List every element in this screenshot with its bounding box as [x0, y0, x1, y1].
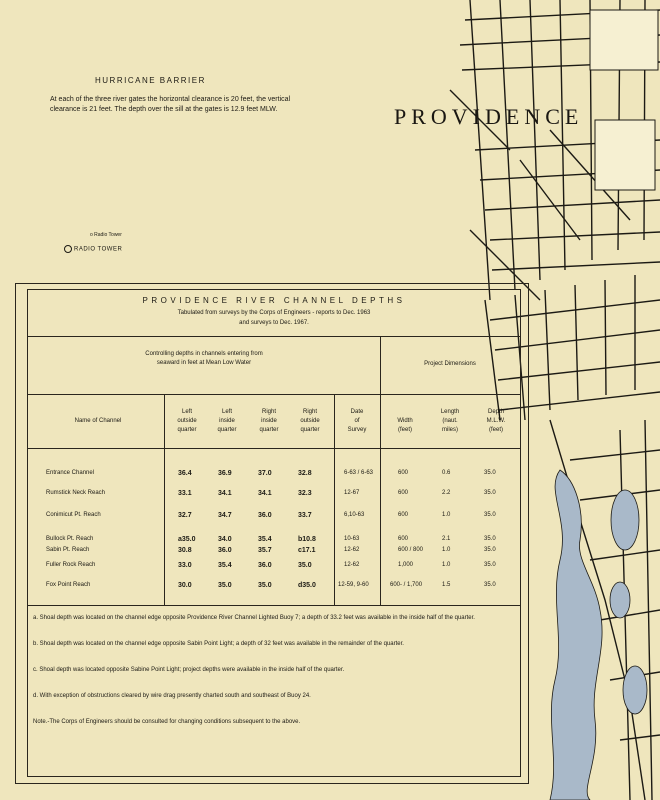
cell-name: Entrance Channel [46, 470, 95, 476]
cell-name: Bullock Pt. Reach [46, 536, 94, 542]
cell-length: 1.0 [442, 562, 451, 568]
cell-width: 600 [398, 536, 409, 542]
cell-left-outside: 36.4 [178, 470, 192, 477]
cell-depth: 35.0 [484, 470, 496, 476]
cell-left-outside: 33.1 [178, 490, 192, 497]
hurricane-barrier-text: At each of the three river gates the horizontal clearance is 20 feet, the vertical clearance is 21 feet. The depth over the sill at the gates is 12.9 feet MLW. [50, 96, 291, 113]
header-name: Name of Channel [74, 418, 122, 424]
cell-length: 1.0 [442, 512, 451, 518]
cell-depth: 35.0 [484, 582, 496, 588]
cell-length: 2.1 [442, 536, 451, 542]
header-left-inside: Left inside quarter [217, 409, 237, 433]
project-dimensions-heading: Project Dimensions [424, 361, 476, 367]
cell-right-inside: 35.7 [258, 547, 272, 554]
cell-right-inside: 35.4 [258, 536, 272, 543]
header-depth: Depth M.L.W. (feet) [486, 409, 506, 433]
cell-right-inside: 36.0 [258, 512, 272, 519]
header-left-outside: Left outside quarter [177, 409, 197, 433]
cell-width: 600 [398, 512, 409, 518]
cell-length: 1.0 [442, 547, 451, 553]
cell-width: 600 [398, 490, 409, 496]
divider [164, 394, 165, 605]
divider [28, 605, 520, 606]
cell-date: 12-62 [344, 547, 360, 553]
footnote-c: c. Shoal depth was located opposite Sabine Point Light; project depths were available in the inside half of the quarter. [33, 667, 345, 673]
cell-right-outside: c17.1 [298, 547, 316, 554]
cell-left-inside: 34.7 [218, 512, 232, 519]
cell-left-inside: 35.4 [218, 562, 232, 569]
cell-depth: 35.0 [484, 547, 496, 553]
cell-right-outside: b10.8 [298, 536, 316, 543]
cell-name: Sabin Pt. Reach [46, 547, 90, 553]
radio-tower-label [64, 245, 122, 253]
table-title: PROVIDENCE RIVER CHANNEL DEPTHS [142, 296, 406, 305]
cell-left-outside: 33.0 [178, 562, 192, 569]
cell-name: Conimicut Pt. Reach [46, 512, 101, 518]
cell-right-outside: 32.3 [298, 490, 312, 497]
footnote-d: d. With exception of obstructions cleared by wire drag presently charted south and southeast of Buoy 24. [33, 693, 311, 699]
cell-right-inside: 35.0 [258, 582, 272, 589]
cell-right-outside: 32.8 [298, 470, 312, 477]
cell-date: 10-63 [344, 536, 360, 542]
cell-length: 0.6 [442, 470, 451, 476]
cell-name: Rumstick Neck Reach [46, 490, 106, 496]
cell-depth: 35.0 [484, 512, 496, 518]
cell-right-outside: 35.0 [298, 562, 312, 569]
map-title: PROVIDENCE [394, 104, 584, 129]
group-heading-line-1: Controlling depths in channels entering from [145, 351, 263, 357]
radio-tower-small-label: o Radio Tower [90, 232, 122, 238]
cell-right-inside: 34.1 [258, 490, 272, 497]
cell-depth: 35.0 [484, 562, 496, 568]
cell-left-inside: 36.0 [218, 547, 232, 554]
footnote-b: b. Shoal depth was located on the channel edge opposite Sabin Point Light; a depth of 32 feet was available in the remainder of the quarter. [33, 641, 404, 647]
radio-tower-icon [64, 245, 72, 253]
cell-right-outside: d35.0 [298, 582, 316, 589]
divider [334, 394, 335, 605]
channel-depths-table [27, 289, 521, 777]
header-right-inside: Right inside quarter [259, 409, 279, 433]
cell-left-outside: 30.0 [178, 582, 192, 589]
cell-width: 1,000 [398, 562, 414, 568]
cell-width: 600 [398, 470, 409, 476]
footnote-a: a. Shoal depth was located on the channel edge opposite Providence River Channel Lighted Buoy 7; a depth of 33.2 feet was available in the inside half of the quarter. [33, 615, 475, 621]
header-width: Width (feet) [397, 418, 413, 433]
cell-left-outside: 30.8 [178, 547, 192, 554]
cell-depth: 35.0 [484, 536, 496, 542]
cell-date: 6,10-63 [344, 512, 365, 518]
divider [380, 336, 381, 605]
header-right-outside: Right outside quarter [300, 409, 320, 433]
radio-tower-text: RADIO TOWER [74, 246, 123, 253]
table-subtitle-1: Tabulated from surveys by the Corps of Engineers - reports to Dec. 1963 [177, 310, 371, 316]
footnote-note: Note.-The Corps of Engineers should be consulted for changing conditions subsequent to the above. [33, 719, 301, 725]
cell-length: 2.2 [442, 490, 451, 496]
header-date: Date of Survey [347, 409, 367, 433]
divider [28, 448, 520, 449]
cell-name: Fox Point Reach [46, 582, 91, 588]
divider [28, 336, 520, 337]
cell-depth: 35.0 [484, 490, 496, 496]
cell-left-outside: a35.0 [178, 536, 196, 543]
cell-right-inside: 37.0 [258, 470, 272, 477]
cell-date: 12-62 [344, 562, 360, 568]
header-length: Length (naut. miles) [440, 409, 460, 433]
cell-date: 12-67 [344, 490, 360, 496]
cell-width: 600 / 800 [398, 547, 424, 553]
cell-date: 12-59, 9-60 [338, 582, 369, 588]
cell-left-inside: 34.0 [218, 536, 232, 543]
cell-date: 6-63 / 6-63 [344, 470, 374, 476]
controlling-depths-heading [28, 350, 380, 368]
cell-length: 1.5 [442, 582, 451, 588]
cell-left-inside: 36.9 [218, 470, 232, 477]
group-heading-line-2: seaward in feet at Mean Low Water [156, 360, 252, 366]
table-subtitle-2: and surveys to Dec. 1967. [239, 320, 309, 326]
cell-name: Fuller Rock Reach [46, 562, 96, 568]
cell-right-inside: 36.0 [258, 562, 272, 569]
cell-left-inside: 35.0 [218, 582, 232, 589]
cell-right-outside: 33.7 [298, 512, 312, 519]
cell-left-outside: 32.7 [178, 512, 192, 519]
cell-width: 600- / 1,700 [390, 582, 423, 588]
hurricane-barrier-title: HURRICANE BARRIER [95, 76, 206, 85]
divider [28, 394, 520, 395]
cell-left-inside: 34.1 [218, 490, 232, 497]
